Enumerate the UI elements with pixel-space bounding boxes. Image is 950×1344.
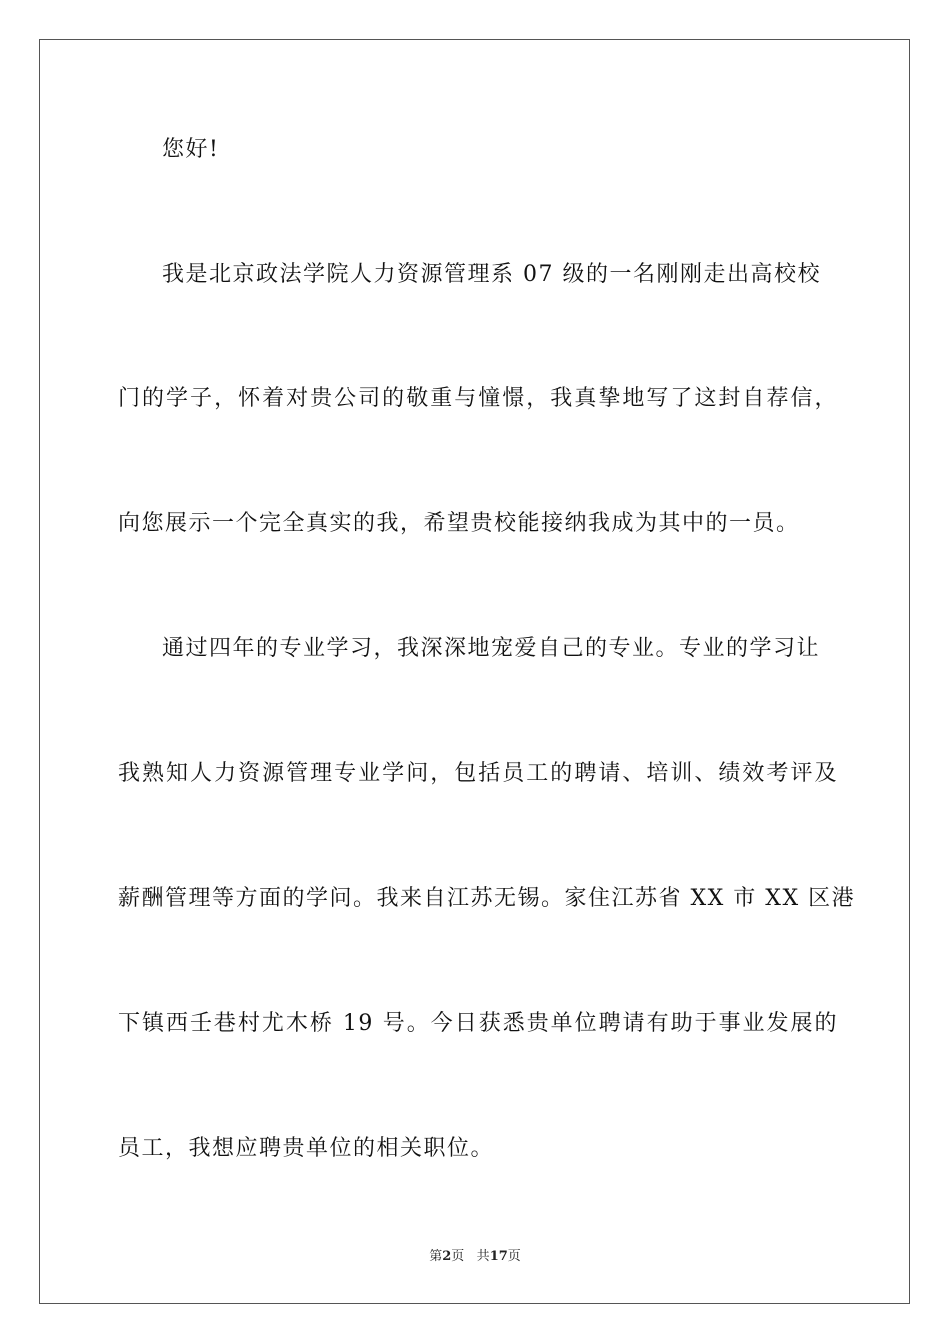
- greeting: 您好!: [162, 137, 220, 162]
- paragraph-2-line-2: 我熟知人力资源管理专业学问，包括员工的聘请、培训、绩效考评及: [118, 761, 838, 786]
- footer-page-number: 2: [442, 1249, 452, 1264]
- paragraph-1-line-3: 向您展示一个完全真实的我，希望贵校能接纳我成为其中的一员。: [118, 511, 800, 536]
- paragraph-2-line-3: 薪酬管理等方面的学问。我来自江苏无锡。家住江苏省 XX 市 XX 区港: [118, 886, 856, 911]
- footer-total-pages: 17: [489, 1249, 508, 1264]
- page-footer: [0, 1248, 950, 1266]
- footer-page-prefix: 第: [429, 1249, 443, 1264]
- footer-total-prefix: 共: [476, 1249, 490, 1264]
- paragraph-1-line-2: 门的学子，怀着对贵公司的敬重与憧憬，我真挚地写了这封自荐信，: [118, 386, 838, 411]
- paragraph-2-line-4: 下镇西壬巷村尤木桥 19 号。今日获悉贵单位聘请有助于事业发展的: [118, 1011, 838, 1036]
- paragraph-2-line-5: 员工，我想应聘贵单位的相关职位。: [118, 1136, 495, 1161]
- page-border: [39, 39, 910, 1304]
- footer-total-suffix: 页: [507, 1249, 521, 1264]
- paragraph-1-line-1: 我是北京政法学院人力资源管理系 07 级的一名刚刚走出高校校: [162, 262, 821, 287]
- paragraph-2-line-1: 通过四年的专业学习，我深深地宠爱自己的专业。专业的学习让: [162, 636, 821, 661]
- footer-page-suffix: 页: [451, 1249, 465, 1264]
